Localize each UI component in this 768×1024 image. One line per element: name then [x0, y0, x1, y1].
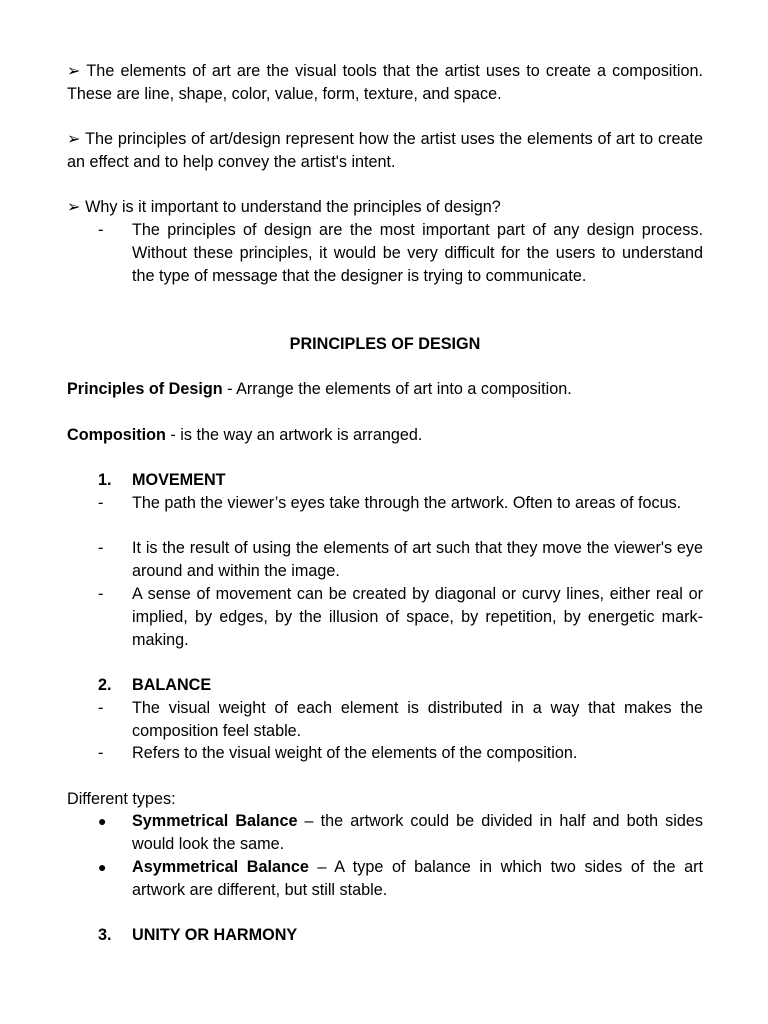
- intro-paragraph-elements: [67, 60, 703, 106]
- bullet-marker: ●: [98, 859, 107, 875]
- list-heading: BALANCE: [132, 676, 212, 694]
- arrow-bullet: ➢: [67, 198, 81, 216]
- list-item: [67, 697, 703, 740]
- type-term: Symmetrical Balance: [132, 812, 298, 830]
- list-heading: MOVEMENT: [132, 471, 226, 489]
- type-term: Asymmetrical Balance: [132, 858, 309, 876]
- type-definition: – the artwork could be divided in half and both sides would look the same.: [132, 812, 703, 853]
- list-number: 3.: [98, 926, 112, 944]
- bullet-item-symmetrical: [67, 810, 703, 853]
- answer-text: The principles of design are the most important part of any design process. Without these principles, it would be very difficult for the users to understand the type of message that the designer is trying to communicate.: [132, 221, 703, 285]
- dash-marker: -: [98, 699, 104, 717]
- list-item-text: Refers to the visual weight of the elements of the composition.: [132, 744, 578, 762]
- bullet-marker: ●: [98, 813, 107, 829]
- dash-marker: -: [98, 744, 104, 762]
- question-line: [67, 196, 703, 219]
- bullet-text: [132, 856, 703, 902]
- list-number: 2.: [98, 676, 112, 694]
- list-item-text: A sense of movement can be created by diagonal or curvy lines, either real or implied, by edges, by the illusion of space, by repetition, by energetic mark-making.: [132, 585, 703, 649]
- intro-paragraph-principles: [67, 128, 703, 174]
- list-item-text: The visual weight of each element is distributed in a way that makes the composition feel stable.: [132, 699, 703, 740]
- paragraph-text: The principles of art/design represent how the artist uses the elements of art to create an effect and to help convey the artist's intent.: [67, 130, 703, 171]
- numbered-heading-balance: [67, 674, 703, 697]
- question-text: Why is it important to understand the principles of design?: [85, 198, 501, 216]
- list-item: [67, 742, 703, 765]
- dash-marker: -: [98, 221, 104, 239]
- definition-composition: [67, 424, 703, 447]
- paragraph-text: The elements of art are the visual tools that the artist uses to create a composition. These are line, shape, color, value, form, texture, and space.: [67, 62, 703, 103]
- dash-marker: -: [98, 585, 104, 603]
- list-item: [67, 583, 703, 649]
- definition-principles: [67, 378, 703, 401]
- numbered-heading-unity: [67, 924, 703, 947]
- numbered-heading-movement: [67, 469, 703, 492]
- dash-marker: -: [98, 539, 104, 557]
- list-item: [67, 492, 703, 515]
- list-item-text: The path the viewer’s eyes take through the artwork. Often to areas of focus.: [132, 494, 682, 512]
- list-item: [67, 537, 703, 580]
- definition-text: - is the way an artwork is arranged.: [165, 426, 423, 444]
- bullet-text: [132, 810, 703, 856]
- definition-term: Composition: [67, 426, 166, 444]
- bullet-item-asymmetrical: [67, 856, 704, 899]
- list-item-text: It is the result of using the elements of art such that they move the viewer's eye around and within the image.: [132, 539, 703, 580]
- definition-text: - Arrange the elements of art into a composition.: [222, 380, 572, 398]
- list-number: 1.: [98, 471, 112, 489]
- dash-marker: -: [98, 494, 104, 512]
- arrow-bullet: ➢: [67, 62, 81, 80]
- definition-term: Principles of Design: [67, 380, 223, 398]
- arrow-bullet: ➢: [67, 130, 81, 148]
- section-heading: PRINCIPLES OF DESIGN: [289, 335, 481, 353]
- list-heading: UNITY OR HARMONY: [132, 926, 298, 944]
- types-label: Different types:: [67, 790, 176, 808]
- answer-item: [67, 219, 703, 285]
- type-definition: – A type of balance in which two sides of the art artwork are different, but still stable.: [132, 858, 704, 899]
